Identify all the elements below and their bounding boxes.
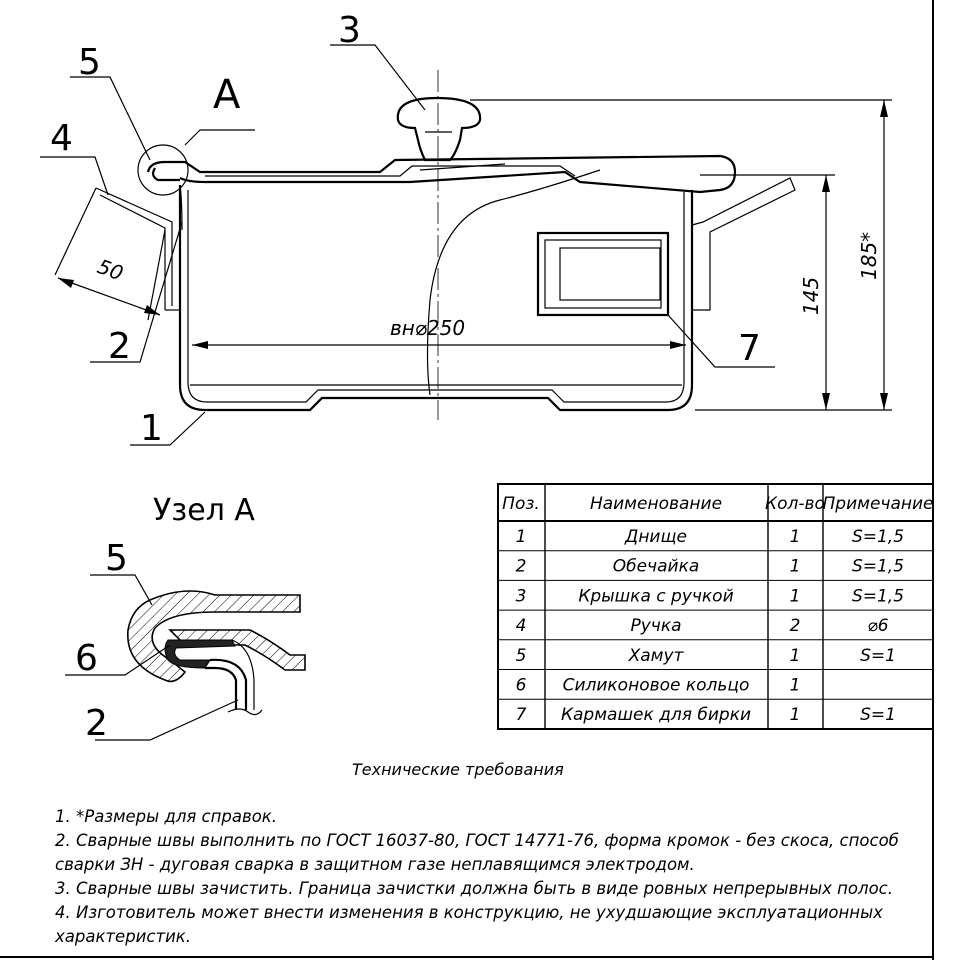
- dim-inner-diameter: [192, 341, 686, 349]
- table-cell: 1: [789, 645, 801, 666]
- table-cell: 1: [789, 556, 801, 577]
- table-cell: 4: [515, 616, 527, 637]
- node-callout-6: 6: [75, 638, 98, 679]
- table-cell: 2: [515, 556, 527, 577]
- table-cell: S=1,5: [851, 556, 905, 577]
- dim-inner-diameter-label: вн⌀250: [390, 316, 466, 340]
- table-cell: 7: [515, 705, 527, 726]
- dim-50: [55, 188, 165, 320]
- table-cell: Крышка с ручкой: [578, 586, 734, 607]
- table-header-cell: Примечание: [822, 494, 934, 514]
- table-cell: 2: [789, 616, 801, 637]
- parts-table: [498, 484, 934, 729]
- table-cell: Силиконовое кольцо: [562, 675, 750, 696]
- table-cell: S=1: [860, 645, 896, 666]
- dim-185: [470, 100, 892, 410]
- table-header-cell: Поз.: [502, 494, 540, 514]
- table-cell: Кармашек для бирки: [560, 705, 752, 726]
- requirement-line-4: 3. Сварные швы зачистить. Граница зачистки должна быть в виде ровных непрерывных полос.: [55, 879, 893, 898]
- requirement-line-1: 1. *Размеры для справок.: [55, 807, 278, 826]
- table-cell: Ручка: [630, 616, 682, 637]
- callout-5: 5: [78, 42, 101, 83]
- requirement-line-3: сварки ЗН - дуговая сварка в защитном газе неплавящимся электродом.: [55, 855, 695, 874]
- table-cell: Хамут: [628, 645, 684, 666]
- table-cell: S=1,5: [851, 586, 905, 607]
- table-cell: 1: [789, 675, 801, 696]
- lid: [148, 156, 735, 192]
- view-label-a: А: [213, 72, 241, 118]
- requirements-list: [54, 807, 899, 946]
- table-cell: ⌀6: [867, 616, 889, 637]
- callout-1: 1: [140, 408, 163, 449]
- callout-4: 4: [50, 118, 73, 159]
- table-header-cell: Наименование: [589, 494, 723, 514]
- dim-50-label: 50: [94, 254, 127, 286]
- dim-185-label: 185*: [857, 231, 881, 280]
- callout-2: 2: [108, 326, 131, 367]
- node-callout-5: 5: [105, 538, 128, 579]
- handle-right: [692, 178, 795, 310]
- table-cell: 1: [789, 705, 801, 726]
- table-cell: 3: [515, 586, 527, 607]
- requirements-title: Технические требования: [352, 760, 564, 779]
- table-cell: S=1: [860, 705, 896, 726]
- table-cell: 5: [515, 645, 527, 666]
- dim-145-label: 145: [799, 276, 823, 315]
- table-cell: 6: [515, 675, 527, 696]
- pot-main-view: [40, 45, 892, 445]
- lid-knob: [398, 98, 480, 160]
- requirement-line-5: 4. Изготовитель может внести изменения в конструкцию, не ухудшающие эксплуатационных: [55, 903, 883, 922]
- table-cell: S=1,5: [851, 527, 905, 547]
- table-cell: 1: [789, 527, 801, 547]
- callout-7: 7: [738, 328, 761, 369]
- table-cell: 1: [789, 586, 801, 607]
- requirement-line-6: характеристик.: [55, 927, 192, 946]
- table-cell: 1: [515, 527, 527, 547]
- pot-body-inner: [188, 190, 684, 402]
- callout-3: 3: [338, 10, 361, 51]
- node-callout-2: 2: [85, 703, 108, 744]
- table-header-cell: Кол-во: [765, 494, 825, 514]
- node-a-title: Узел А: [153, 493, 255, 528]
- pot-body-outer: [180, 185, 692, 410]
- requirement-line-2: 2. Сварные швы выполнить по ГОСТ 16037-80, ГОСТ 14771-76, форма кромок - без скоса, способ: [55, 831, 899, 850]
- table-cell: Обечайка: [612, 556, 700, 577]
- table-cell: Днище: [625, 527, 687, 547]
- tag-pocket: [538, 233, 668, 315]
- handle-left: [96, 188, 180, 310]
